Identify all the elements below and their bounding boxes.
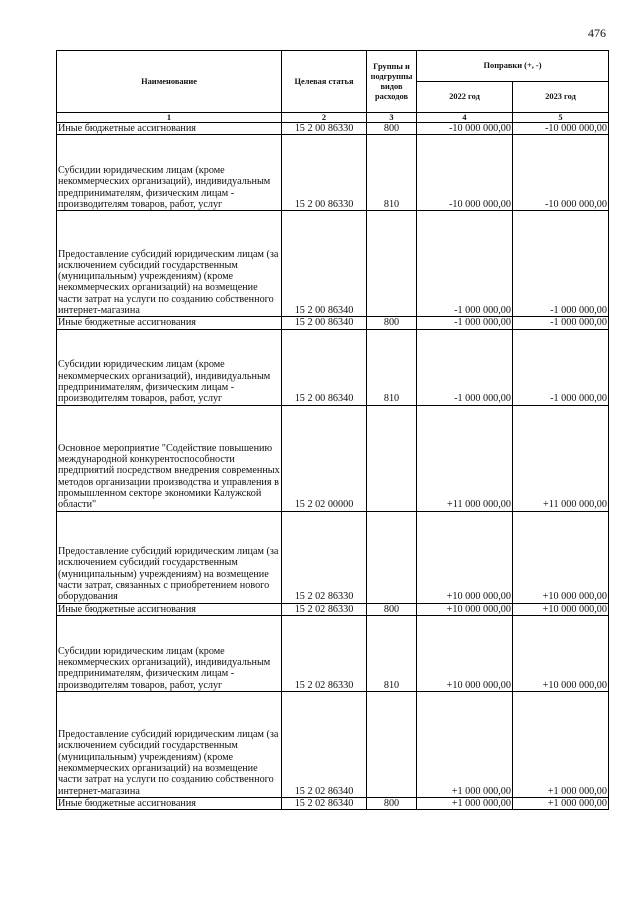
row-target: 15 2 02 00000 — [282, 405, 367, 511]
row-name: Субсидии юридическим лицам (кроме некоммерческих организаций), индивидуальным предпринимателям, физическим лицам - производителям товаров, работ, услуг — [57, 135, 282, 211]
row-group — [367, 211, 417, 317]
row-group: 800 — [367, 603, 417, 615]
row-2022: +10 000 000,00 — [417, 615, 513, 691]
row-2023: +10 000 000,00 — [513, 603, 609, 615]
header-amendments: Поправки (+, -) — [417, 51, 609, 82]
row-2023: -1 000 000,00 — [513, 211, 609, 317]
row-target: 15 2 00 86330 — [282, 135, 367, 211]
row-target: 15 2 00 86340 — [282, 329, 367, 405]
header-name: Наименование — [57, 51, 282, 113]
row-group: 800 — [367, 797, 417, 809]
budget-amendments-table — [56, 50, 609, 810]
row-group — [367, 691, 417, 797]
table-row — [57, 511, 609, 603]
row-name: Предоставление субсидий юридическим лицам (за исключением субсидий государственным (муниципальным) учреждениям) (кроме некоммерческих организаций) на возмещение части затрат на услуги по созданию собственного интернет-магазина — [57, 211, 282, 317]
row-group: 810 — [367, 135, 417, 211]
table-row — [57, 123, 609, 135]
row-target: 15 2 02 86340 — [282, 691, 367, 797]
row-name: Субсидии юридическим лицам (кроме некоммерческих организаций), индивидуальным предпринимателям, физическим лицам - производителям товаров, работ, услуг — [57, 329, 282, 405]
row-2023: +1 000 000,00 — [513, 797, 609, 809]
row-target: 15 2 00 86340 — [282, 211, 367, 317]
row-2023: +10 000 000,00 — [513, 511, 609, 603]
row-group: 810 — [367, 329, 417, 405]
table-row — [57, 405, 609, 511]
row-target: 15 2 02 86330 — [282, 615, 367, 691]
row-2023: +11 000 000,00 — [513, 405, 609, 511]
table-row — [57, 329, 609, 405]
row-group: 810 — [367, 615, 417, 691]
table-row — [57, 797, 609, 809]
row-2022: +10 000 000,00 — [417, 603, 513, 615]
row-2023: +10 000 000,00 — [513, 615, 609, 691]
table-row — [57, 135, 609, 211]
row-name: Иные бюджетные ассигнования — [57, 797, 282, 809]
row-2023: -1 000 000,00 — [513, 317, 609, 329]
row-target: 15 2 00 86330 — [282, 123, 367, 135]
row-2023: -10 000 000,00 — [513, 135, 609, 211]
header-expense-groups: Группы и подгруппы видов расходов — [367, 51, 417, 113]
page-number: 476 — [588, 26, 606, 40]
table-row — [57, 211, 609, 317]
row-target: 15 2 02 86330 — [282, 603, 367, 615]
row-group: 800 — [367, 123, 417, 135]
row-name: Иные бюджетные ассигнования — [57, 317, 282, 329]
row-2022: +10 000 000,00 — [417, 511, 513, 603]
row-2022: -10 000 000,00 — [417, 135, 513, 211]
header-number-4: 4 — [417, 113, 513, 123]
row-2022: -1 000 000,00 — [417, 317, 513, 329]
row-name: Иные бюджетные ассигнования — [57, 123, 282, 135]
row-2023: +1 000 000,00 — [513, 691, 609, 797]
table-row — [57, 691, 609, 797]
row-target: 15 2 02 86340 — [282, 797, 367, 809]
header-2022: 2022 год — [417, 82, 513, 113]
row-name: Субсидии юридическим лицам (кроме некоммерческих организаций), индивидуальным предпринимателям, физическим лицам - производителям товаров, работ, услуг — [57, 615, 282, 691]
header-number-3: 3 — [367, 113, 417, 123]
row-2023: -1 000 000,00 — [513, 329, 609, 405]
row-name: Предоставление субсидий юридическим лицам (за исключением субсидий государственным (муниципальным) учреждениям) (кроме некоммерческих организаций) на возмещение части затрат на услуги по созданию собственного интернет-магазина — [57, 691, 282, 797]
header-number-1: 1 — [57, 113, 282, 123]
row-2022: -1 000 000,00 — [417, 329, 513, 405]
header-number-2: 2 — [282, 113, 367, 123]
table-row — [57, 615, 609, 691]
header-number-5: 5 — [513, 113, 609, 123]
row-2022: -10 000 000,00 — [417, 123, 513, 135]
row-group — [367, 511, 417, 603]
row-group — [367, 405, 417, 511]
row-2022: -1 000 000,00 — [417, 211, 513, 317]
row-2023: -10 000 000,00 — [513, 123, 609, 135]
table-row — [57, 317, 609, 329]
row-target: 15 2 02 86330 — [282, 511, 367, 603]
row-name: Иные бюджетные ассигнования — [57, 603, 282, 615]
row-2022: +1 000 000,00 — [417, 797, 513, 809]
header-2023: 2023 год — [513, 82, 609, 113]
row-group: 800 — [367, 317, 417, 329]
row-name: Предоставление субсидий юридическим лицам (за исключением субсидий государственным (муниципальным) учреждениям) на возмещение части затрат, связанных с приобретением нового оборудования — [57, 511, 282, 603]
header-target-article: Целевая статья — [282, 51, 367, 113]
row-target: 15 2 00 86340 — [282, 317, 367, 329]
row-2022: +11 000 000,00 — [417, 405, 513, 511]
row-name: Основное мероприятие "Содействие повышению международной конкурентоспособности предприятий посредством внедрения современных методов организации производства и управления в промышленном секторе экономики Калужской области" — [57, 405, 282, 511]
table-row — [57, 603, 609, 615]
row-2022: +1 000 000,00 — [417, 691, 513, 797]
